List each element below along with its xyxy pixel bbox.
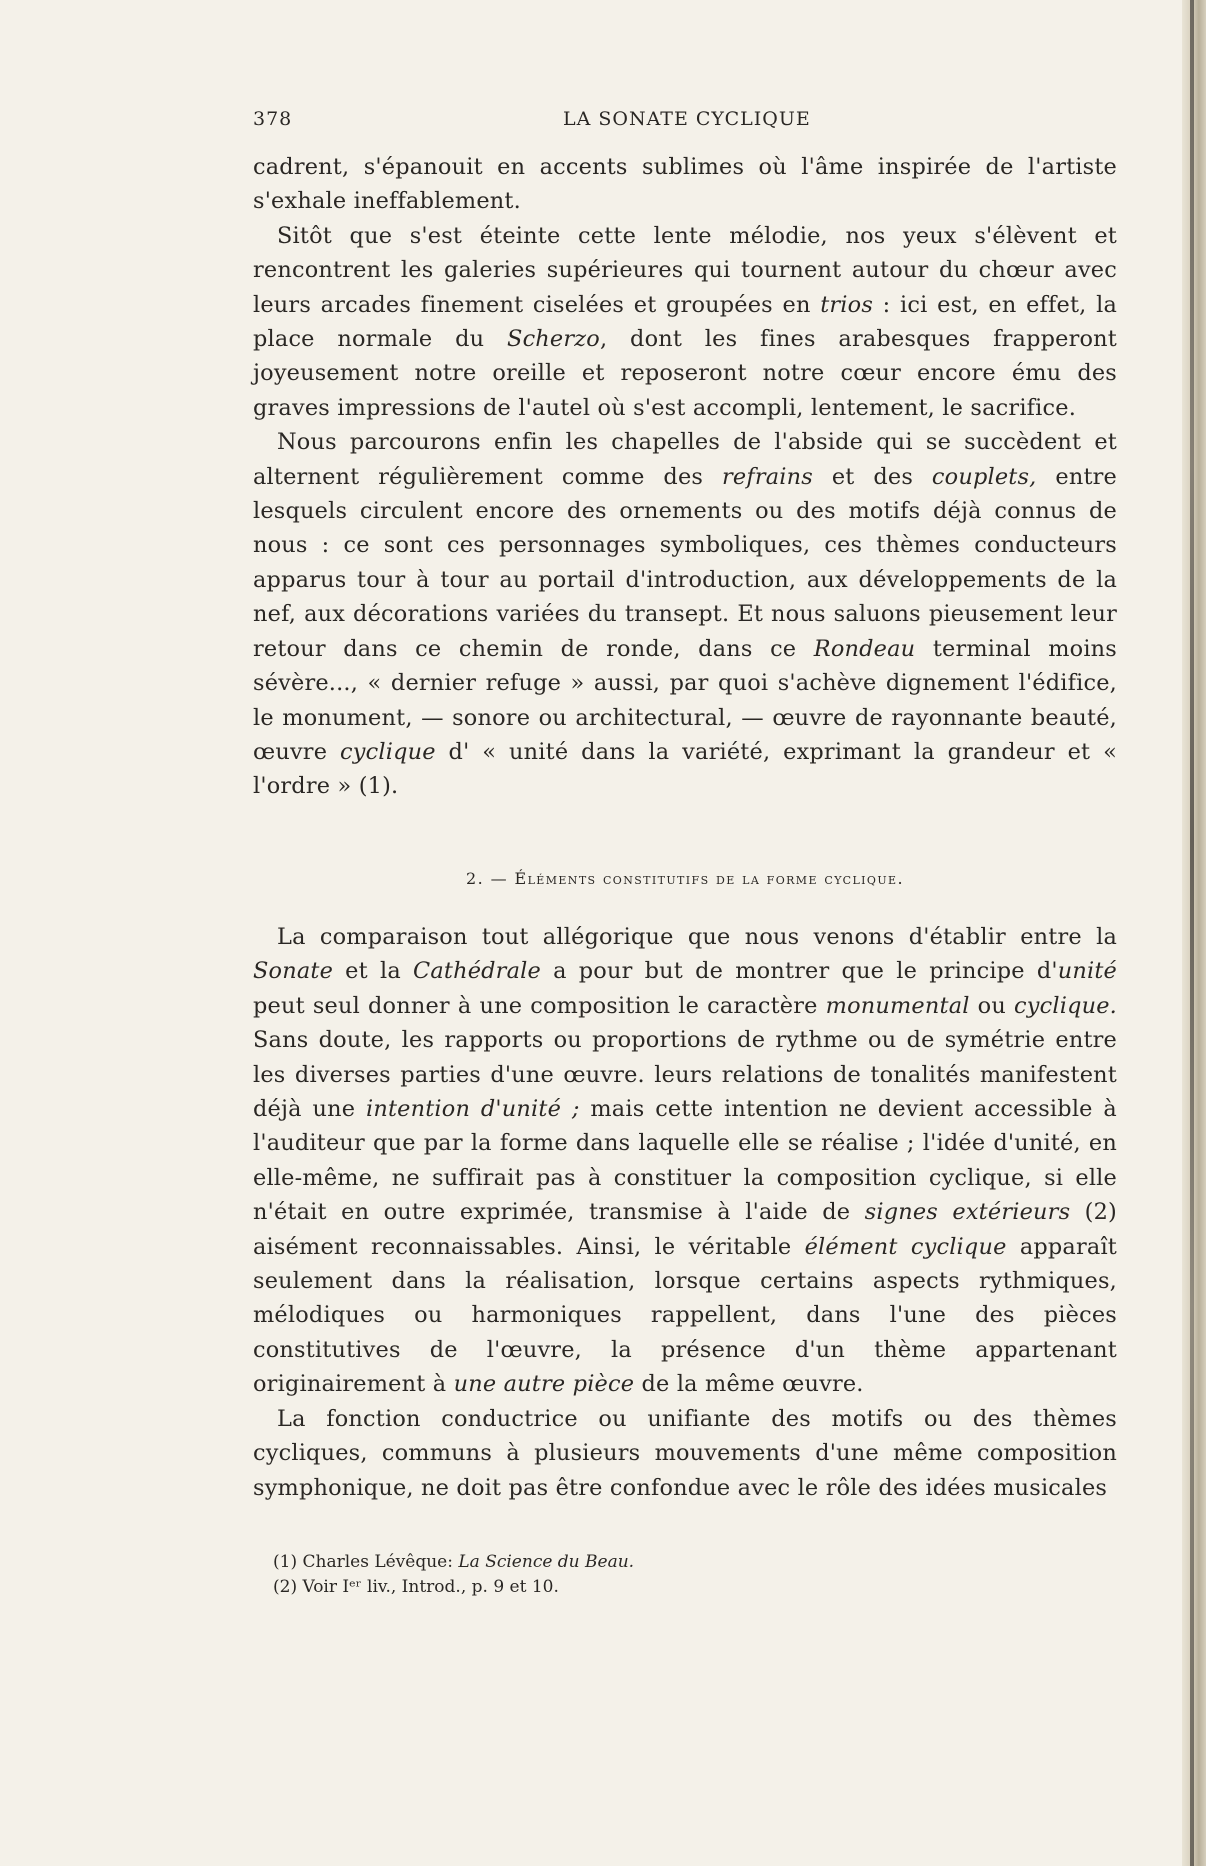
paragraph bbox=[253, 920, 1117, 1402]
footnotes bbox=[273, 1550, 973, 1600]
text-run: de la même œuvre. bbox=[634, 1371, 864, 1398]
text-run: entre lesquels circulent encore des ornements ou des motifs déjà connus de nous : ce sont ces personnages symboliques, ces thèmes conducteurs apparus tour à tour au portail d'introduction, aux développements de la nef, aux décorations variées du transept. Et nous saluons pieusement leur retour dans ce chemin de ronde, dans ce bbox=[253, 463, 1117, 662]
running-title: LA SONATE CYCLIQUE bbox=[563, 108, 811, 130]
italic-text: Rondeau bbox=[813, 635, 916, 662]
text-run: Sans doute, les rapports ou proportions de rythme ou de symétrie entre les diverses parties d'une œuvre. leurs relations de tonalités manifestent déjà une bbox=[253, 1027, 1117, 1123]
text-run: ou bbox=[969, 992, 1015, 1019]
section-heading: 2. — Éléments constitutifs de la forme cyclique. bbox=[466, 869, 904, 888]
italic-text: La Science du Beau. bbox=[458, 1552, 635, 1572]
paragraph bbox=[253, 425, 1117, 803]
text-run: : ici est, en effet, la place normale du bbox=[253, 291, 1118, 353]
text-run: Nous parcourons enfin les chapelles de l'abside qui se succèdent et alternent régulièrement comme des bbox=[253, 429, 1117, 490]
text-run: d' « unité dans la variété, exprimant la grandeur et « l'ordre » (1). bbox=[253, 738, 1118, 800]
italic-text: Sonate bbox=[253, 958, 334, 985]
italic-text: cyclique bbox=[340, 738, 436, 765]
text-run: (2) aisément reconnaissables. Ainsi, le véritable bbox=[253, 1199, 1117, 1260]
italic-text: Scherzo bbox=[507, 326, 600, 353]
text-run: La comparaison tout allégorique que nous venons d'établir entre la bbox=[277, 924, 1117, 950]
text-run: terminal moins sévère..., « dernier refuge » aussi, par quoi s'achève dignement l'édifice, le monument, — sonore ou architectural, — œuvre de rayonnante beauté, œuvre bbox=[253, 635, 1117, 765]
text-run: mais cette intention ne devient accessible à l'auditeur que par la forme dans laquelle elle se réalise ; l'idée d'unité, en elle-même, ne suffirait pas à constituer la composition cyclique, si elle n'était en outre exprimée, transmise à l'aide de bbox=[253, 1096, 1117, 1226]
text-run: (1) Charles Lévêque: bbox=[273, 1552, 459, 1572]
paragraph bbox=[253, 150, 1117, 219]
italic-text: Cathédrale bbox=[413, 958, 541, 985]
page-edge-shadow bbox=[1182, 0, 1206, 1866]
text-run: Sitôt que s'est éteinte cette lente mélodie, nos yeux s'élèvent et rencontrent les galeries supérieures qui tournent autour du chœur avec leurs arcades finement ciselées et groupées en bbox=[253, 222, 1117, 318]
text-run: et des bbox=[812, 463, 932, 490]
footnote bbox=[273, 1575, 973, 1600]
text-run: peut seul donner à une composition le caractère bbox=[253, 992, 826, 1019]
paragraph bbox=[253, 219, 1117, 425]
page-header bbox=[253, 108, 1118, 138]
text-run: , dont les fines arabesques frapperont joyeusement notre oreille et reposeront notre cœur encore ému des graves impressions de l'autel où s'est accompli, lentement, le sacrifice. bbox=[253, 326, 1117, 421]
text-run: (2) Voir Iᵉʳ liv., Introd., p. 9 et 10. bbox=[273, 1577, 559, 1597]
italic-text: unité bbox=[1057, 958, 1117, 985]
italic-text: couplets, bbox=[931, 463, 1037, 490]
page-number: 378 bbox=[253, 108, 293, 130]
text-run: a pour but de montrer que le principe d' bbox=[540, 958, 1058, 985]
paragraph bbox=[253, 1402, 1117, 1505]
italic-text: une autre pièce bbox=[453, 1371, 635, 1398]
italic-text: élément cyclique bbox=[804, 1233, 1007, 1260]
italic-text: intention d'unité ; bbox=[365, 1096, 580, 1123]
italic-text: refrains bbox=[721, 463, 813, 490]
text-run: cadrent, s'épanouit en accents sublimes où l'âme inspirée de l'artiste s'exhale ineffablement. bbox=[253, 154, 1117, 215]
body-text-top bbox=[253, 150, 1117, 804]
italic-text: trios bbox=[820, 291, 874, 318]
italic-text: signes extérieurs bbox=[864, 1199, 1071, 1226]
text-run: apparaît seulement dans la réalisation, lorsque certains aspects rythmiques, mélodiques ou harmoniques rappellent, dans l'une des pièces constitutives de l'œuvre, la présence d'un thème appartenant originairement à bbox=[253, 1233, 1117, 1398]
text-run: et la bbox=[333, 958, 413, 985]
text-run: La fonction conductrice ou unifiante des motifs ou des thèmes cycliques, communs à plusieurs mouvements d'une même composition symphonique, ne doit pas être confondue avec le rôle des idées musicales bbox=[253, 1405, 1117, 1501]
body-text-bottom bbox=[253, 920, 1117, 1505]
italic-text: monumental bbox=[825, 992, 970, 1019]
footnote bbox=[273, 1550, 973, 1575]
italic-text: cyclique. bbox=[1014, 992, 1117, 1019]
